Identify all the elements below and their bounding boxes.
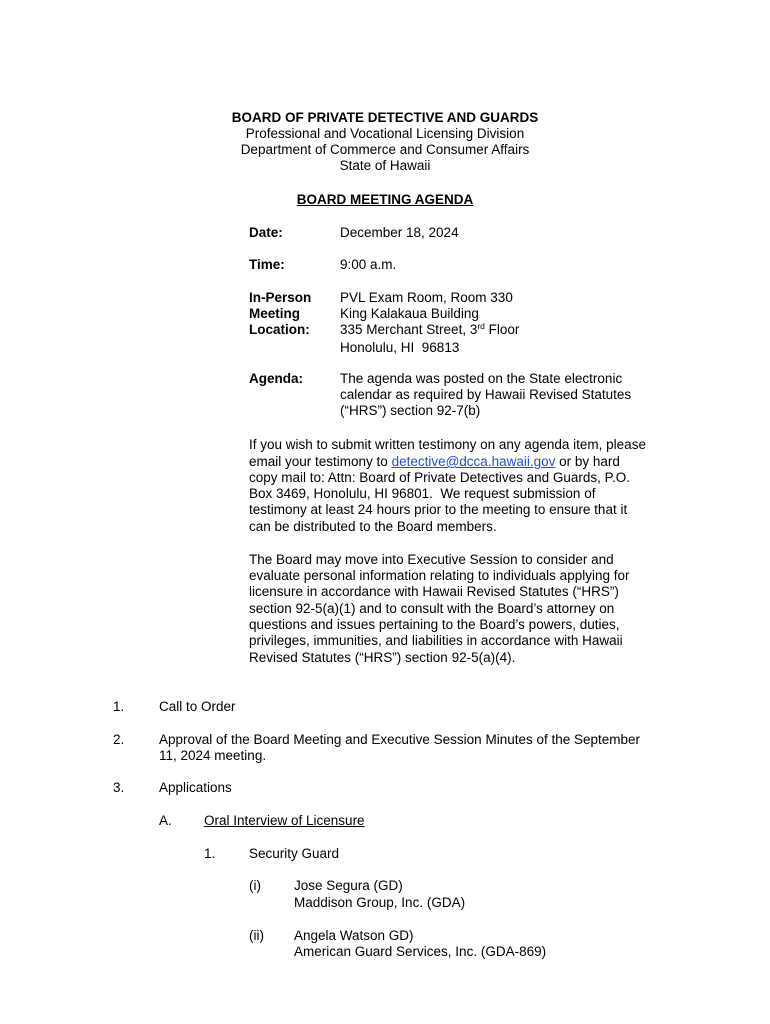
item-2-line-2: 11, 2024 meeting. [159,748,267,763]
item-2-line-1: Approval of the Board Meeting and Executive Session Minutes of the September [159,732,641,747]
board-title: BOARD OF PRIVATE DETECTIVE AND GUARDS [231,110,539,125]
item-1-text: Call to Order [159,699,236,714]
entry-i-number: (i) [249,878,261,893]
email-link[interactable]: detective@dcca.hawaii.gov [391,454,556,469]
testimony-line-4: Box 3469, Honolulu, HI 96801. We request submission of [249,486,596,501]
executive-line-7: Revised Statutes (“HRS”) section 92-5(a)(4). [249,650,516,665]
executive-line-4: section 92-5(a)(1) and to consult with the Board’s attorney on [249,601,615,616]
testimony-line-1: If you wish to submit written testimony on any agenda item, please [249,437,646,452]
ordinal-suffix: rd [477,321,485,331]
state-name: State of Hawaii [339,158,431,173]
location-line-3 [340,322,519,338]
testimony-line-3: copy mail to: Attn: Board of Private Detectives and Guards, P.O. [249,470,630,485]
executive-line-6: privileges, immunities, and liabilities in accordance with Hawaii [249,633,623,648]
testimony-line-6: can be distributed to the Board members. [249,519,497,534]
location-label-line-3: Location: [249,322,310,337]
location-label-line-1: In-Person [249,290,312,305]
date-value: December 18, 2024 [340,225,459,240]
executive-line-5: questions and issues pertaining to the Board’s powers, duties, [249,617,620,632]
department-name: Department of Commerce and Consumer Affairs [240,142,530,157]
subitem-a-letter: A. [159,813,172,828]
testimony-line-2 [249,454,620,470]
agenda-line-2: calendar as required by Hawaii Revised Statutes [340,387,632,402]
agenda-line-1: The agenda was posted on the State electronic [340,371,623,386]
item-2-number: 2. [113,732,125,747]
executive-line-2: evaluate personal information relating to individuals applying for [249,568,630,583]
subitem-a-text: Oral Interview of Licensure [204,813,365,828]
entry-i-line-1: Jose Segura (GD) [294,878,403,893]
agenda-title: BOARD MEETING AGENDA [296,192,474,207]
agenda-line-3: (“HRS”) section 92-7(b) [340,403,481,418]
item-3-text: Applications [159,780,232,795]
entry-ii-number: (ii) [249,928,264,943]
executive-line-1: The Board may move into Executive Session to consider and [249,552,614,567]
subitem-1-number: 1. [204,846,216,861]
location-line-1: PVL Exam Room, Room 330 [340,290,513,305]
time-label: Time: [249,257,285,272]
testimony-line-2-text: email your testimony to [249,454,392,469]
date-label: Date: [249,225,283,240]
item-3-number: 3. [113,780,125,795]
location-line-2: King Kalakaua Building [340,306,479,321]
location-line-3-floor: Floor [484,322,520,337]
location-label-line-2: Meeting [249,306,301,321]
item-1-number: 1. [113,699,125,714]
time-value: 9:00 a.m. [340,257,397,272]
subitem-1-text: Security Guard [249,846,340,861]
agenda-label: Agenda: [249,371,303,386]
entry-ii-line-1: Angela Watson GD) [294,928,414,943]
entry-ii-line-2: American Guard Services, Inc. (GDA-869) [294,944,547,959]
testimony-line-2-rest: or by hard [555,454,620,469]
location-line-3-text: 335 Merchant Street, 3 [340,322,478,337]
executive-line-3: licensure in accordance with Hawaii Revised Statutes (“HRS”) [249,584,619,599]
division-name: Professional and Vocational Licensing Division [245,126,525,141]
location-line-4: Honolulu, HI 96813 [340,340,460,355]
testimony-line-5: testimony at least 24 hours prior to the meeting to ensure that it [249,502,628,517]
entry-i-line-2: Maddison Group, Inc. (GDA) [294,895,466,910]
